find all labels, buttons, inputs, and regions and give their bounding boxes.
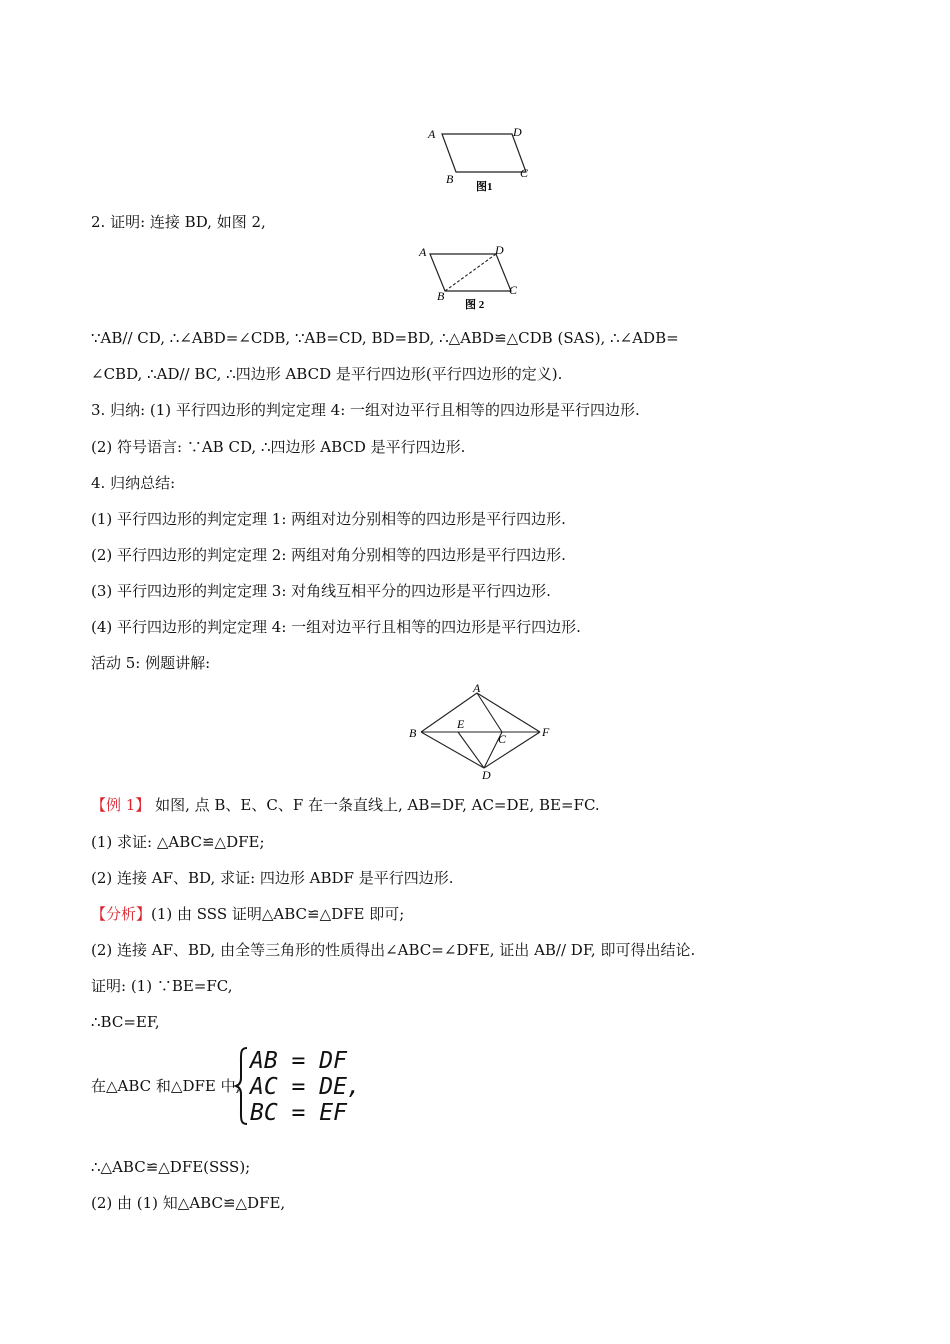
parallelogram-shape <box>442 134 526 172</box>
figure-1-parallelogram <box>420 122 530 200</box>
vertex-label-d: D <box>482 768 491 781</box>
segment-bd <box>421 732 484 768</box>
left-brace-icon <box>234 1046 250 1126</box>
example-statement: 如图, 点 B、E、C、F 在一条直线上, AB=DF, AC=DE, BE=FC. <box>150 796 600 814</box>
vertex-label-f: F <box>542 725 550 739</box>
vertex-label-a: A <box>428 127 436 141</box>
equation-lines <box>250 1048 361 1126</box>
example-1 <box>91 795 600 815</box>
symbolic-language: (2) 符号语言: ∵AB CD, ∴四边形 ABCD 是平行四边形. <box>91 438 466 456</box>
proof-line-1: ∵AB// CD, ∴∠ABD=∠CDB, ∵AB=CD, BD=BD, ∴△ABD≌△CDB (SAS), ∴∠ADB= <box>91 329 679 347</box>
figure-3-example-diagram <box>404 681 554 781</box>
theorem-4: (4) 平行四边形的判定定理 4: 一组对边平行且相等的四边形是平行四边形. <box>91 618 581 636</box>
vertex-label-e: E <box>457 717 465 731</box>
equation-2: AC = DE, <box>250 1074 361 1100</box>
summary-theorem-4: 3. 归纳: (1) 平行四边形的判定定理 4: 一组对边平行且相等的四边形是平行四边形. <box>91 401 640 419</box>
segment-af <box>477 693 540 732</box>
figure-caption: 图 2 <box>465 299 485 311</box>
activity-5-heading: 活动 5: 例题讲解: <box>91 654 211 672</box>
vertex-label-b: B <box>437 289 445 303</box>
analysis-line-2: (2) 连接 AF、BD, 由全等三角形的性质得出∠ABC=∠DFE, 证出 AB// DF, 即可得出结论. <box>91 941 696 959</box>
theorem-3: (3) 平行四边形的判定定理 3: 对角线互相平分的四边形是平行四边形. <box>91 582 551 600</box>
vertex-label-c: C <box>509 283 518 297</box>
system-lead-text: 在△ABC 和△DFE 中, <box>91 1077 241 1095</box>
vertex-label-c: C <box>498 732 507 746</box>
figure-2-parallelogram-diagonal <box>415 242 525 314</box>
vertex-label-a: A <box>473 681 481 695</box>
analysis-text: (1) 由 SSS 证明△ABC≌△DFE 即可; <box>151 905 405 923</box>
theorem-2: (2) 平行四边形的判定定理 2: 两组对角分别相等的四边形是平行四边形. <box>91 546 566 564</box>
solution-part-2: (2) 由 (1) 知△ABC≌△DFE, <box>91 1194 286 1212</box>
vertex-label-c: C <box>519 166 528 180</box>
vertex-label-b: B <box>446 172 454 186</box>
analysis-line-1 <box>91 904 404 924</box>
vertex-label-b: B <box>409 726 417 740</box>
segment-ac <box>477 693 502 732</box>
vertex-label-d: D <box>495 243 504 257</box>
solution-line-2: ∴BC=EF, <box>91 1013 160 1031</box>
example-part-2: (2) 连接 AF、BD, 求证: 四边形 ABDF 是平行四边形. <box>91 869 454 887</box>
diagonal-bd <box>445 254 496 291</box>
vertex-label-d: D <box>513 125 522 139</box>
proof-intro: 2. 证明: 连接 BD, 如图 2, <box>91 213 266 231</box>
example-tag: 【例 1】 <box>91 796 151 814</box>
segment-ab <box>421 693 477 732</box>
vertex-label-a: A <box>419 245 427 259</box>
equation-1: AB = DF <box>250 1048 347 1074</box>
solution-line-1: 证明: (1) ∵BE=FC, <box>91 977 233 995</box>
example-part-1: (1) 求证: △ABC≌△DFE; <box>91 833 265 851</box>
solution-conclusion-1: ∴△ABC≌△DFE(SSS); <box>91 1158 251 1176</box>
equation-3: BC = EF <box>250 1100 347 1126</box>
theorem-1: (1) 平行四边形的判定定理 1: 两组对边分别相等的四边形是平行四边形. <box>91 510 566 528</box>
figure-caption: 图1 <box>476 181 493 193</box>
segment-ed <box>458 732 484 768</box>
section-heading-summary: 4. 归纳总结: <box>91 474 176 492</box>
analysis-tag: 【分析】 <box>91 905 152 923</box>
proof-line-2: ∠CBD, ∴AD// BC, ∴四边形 ABCD 是平行四边形(平行四边形的定义). <box>91 365 563 383</box>
